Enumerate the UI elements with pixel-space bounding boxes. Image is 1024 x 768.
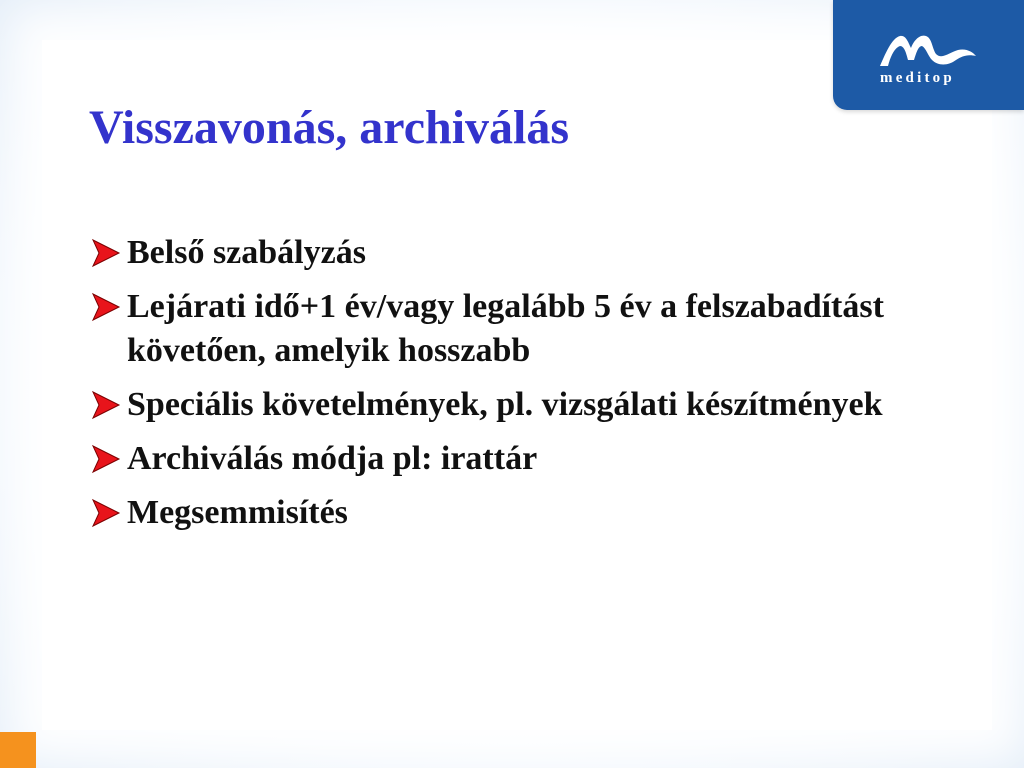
slide-title: Visszavonás, archiválás: [89, 101, 570, 154]
bullet-text: Megsemmisítés: [127, 494, 348, 531]
bullet-item: [89, 491, 889, 535]
bullet-text: Speciális követelmények, pl. vizsgálati készítmények: [127, 386, 883, 423]
bullet-item: [89, 285, 889, 373]
bullet-item: [89, 437, 889, 481]
arrow-bullet-icon: [89, 443, 123, 475]
bullet-text: Belső szabályzás: [127, 234, 366, 271]
meditop-logo-icon: [878, 30, 978, 70]
arrow-bullet-icon: [89, 497, 123, 529]
bullet-text: Lejárati idő+1 év/vagy legalább 5 év a felszabadítást követően, amelyik hosszabb: [127, 288, 884, 369]
arrow-bullet-icon: [89, 237, 123, 269]
arrow-bullet-icon: [89, 291, 123, 323]
corner-accent: [0, 732, 36, 768]
bullet-item: [89, 231, 889, 275]
bullet-text: Archiválás módja pl: irattár: [127, 440, 538, 477]
bullet-list: [89, 231, 889, 545]
logo-wordmark: meditop: [880, 70, 955, 86]
bullet-item: [89, 383, 889, 427]
arrow-bullet-icon: [89, 389, 123, 421]
